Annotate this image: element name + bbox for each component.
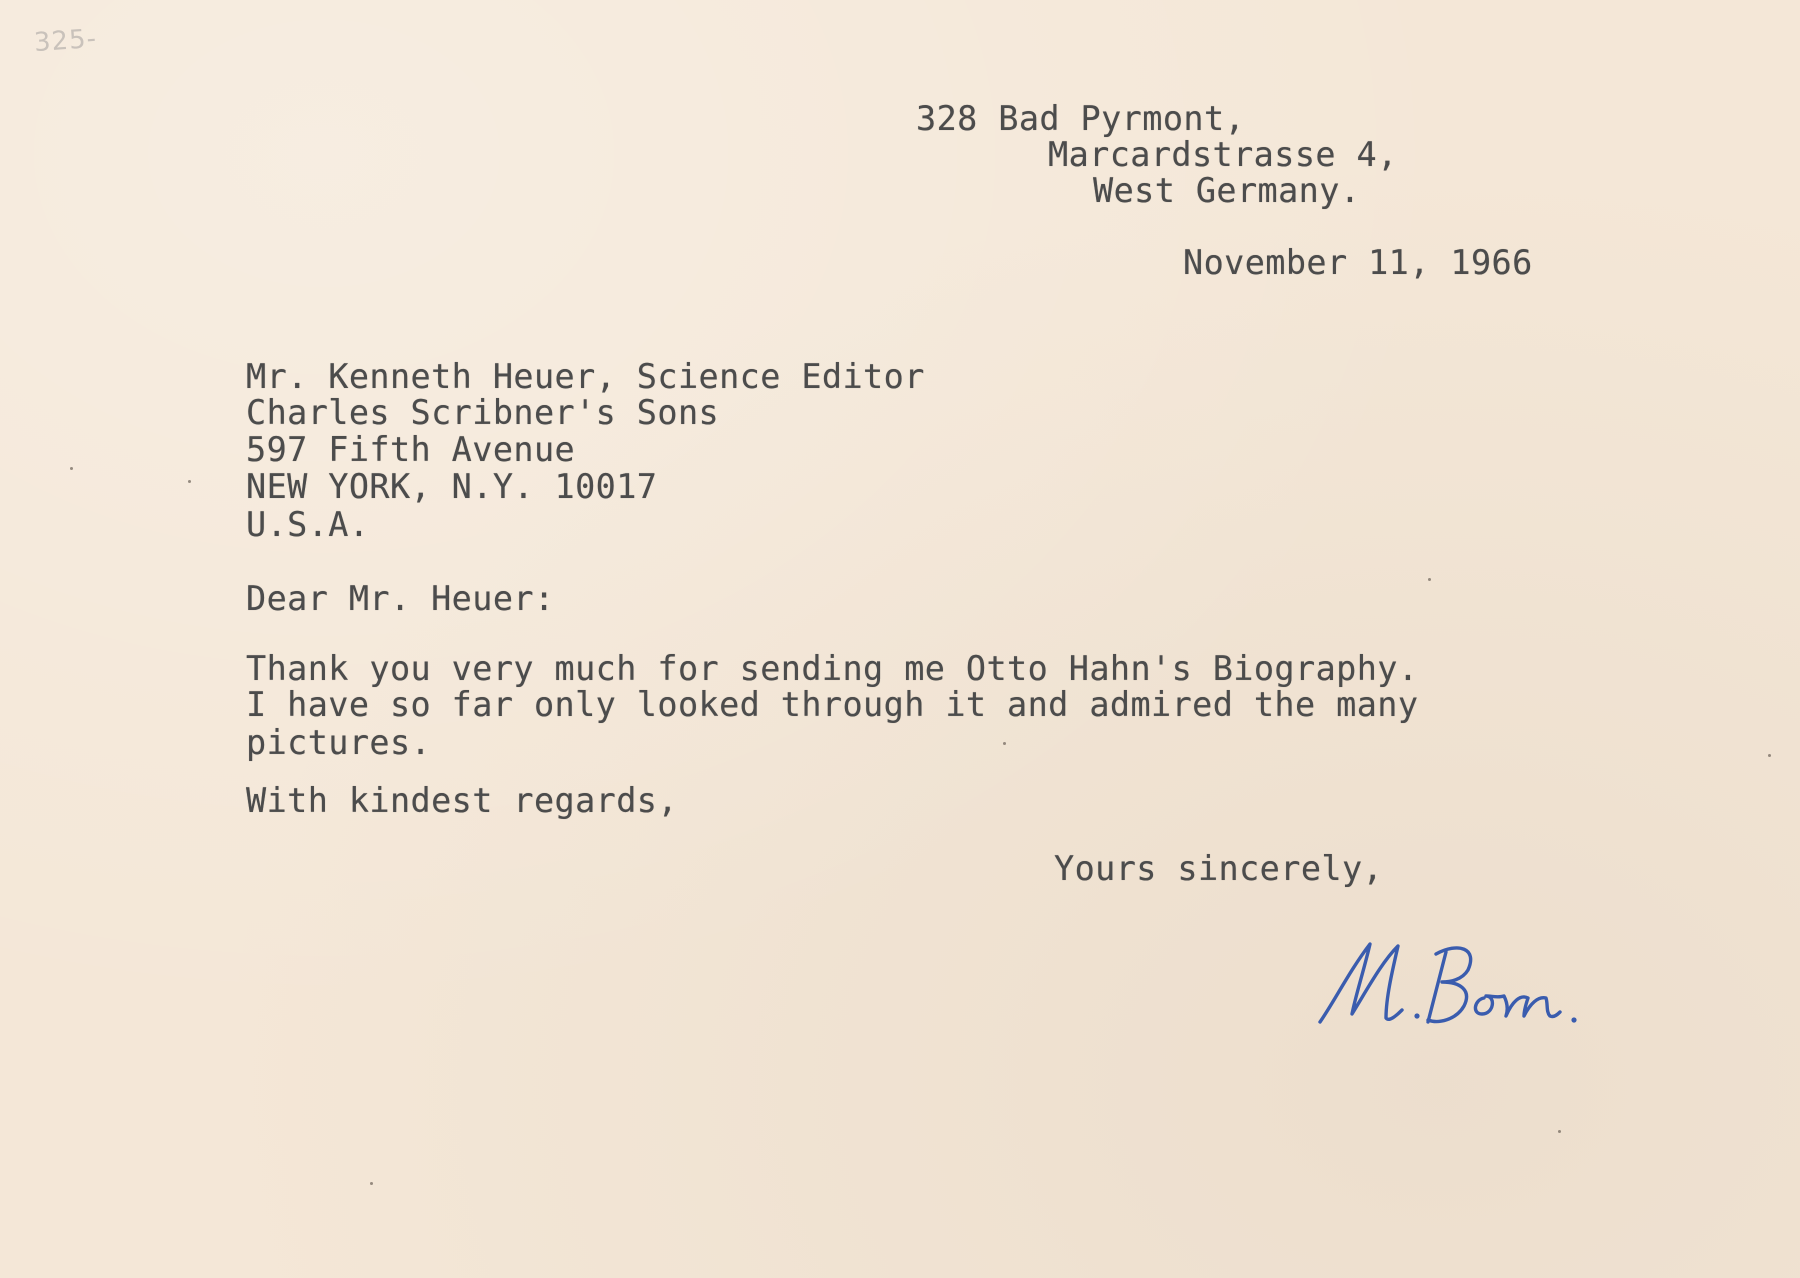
signature-stroke [1428, 952, 1446, 1022]
recipient-line: Charles Scribner's Sons [246, 393, 720, 432]
paper-speck [1428, 578, 1431, 581]
letter-date: November 11, 1966 [1183, 243, 1533, 282]
salutation: Dear Mr. Heuer: [246, 579, 555, 618]
body-line: pictures. [246, 723, 432, 762]
paper-speck [70, 467, 73, 470]
paper-speck [188, 480, 191, 483]
body-line: Thank you very much for sending me Otto Hahn's Biography. [246, 649, 1419, 688]
closing-regards: With kindest regards, [246, 781, 678, 820]
recipient-line: 597 Fifth Avenue [246, 430, 576, 469]
signature-stroke [1475, 996, 1560, 1017]
recipient-line: U.S.A. [246, 505, 370, 544]
sender-address-line: 328 Bad Pyrmont, [916, 99, 1246, 138]
signature-stroke [1428, 948, 1471, 1022]
paper-speck [1558, 1130, 1561, 1133]
paper-speck [1768, 754, 1771, 757]
paper-speck [1003, 742, 1006, 745]
signature-dot [1414, 1013, 1419, 1018]
signature-stroke [1320, 944, 1402, 1022]
sender-address-line: Marcardstrasse 4, [1048, 135, 1398, 174]
paper-speck [370, 1182, 373, 1185]
body-line: I have so far only looked through it and admired the many [246, 685, 1419, 724]
sender-address-line: West Germany. [1093, 171, 1361, 210]
handwritten-signature [1312, 932, 1582, 1052]
archive-pencil-mark: 325- [33, 23, 98, 59]
signature-dot [1571, 1017, 1576, 1022]
recipient-line: NEW YORK, N.Y. 10017 [246, 467, 658, 506]
recipient-line: Mr. Kenneth Heuer, Science Editor [246, 357, 925, 396]
valediction: Yours sincerely, [1054, 849, 1384, 888]
